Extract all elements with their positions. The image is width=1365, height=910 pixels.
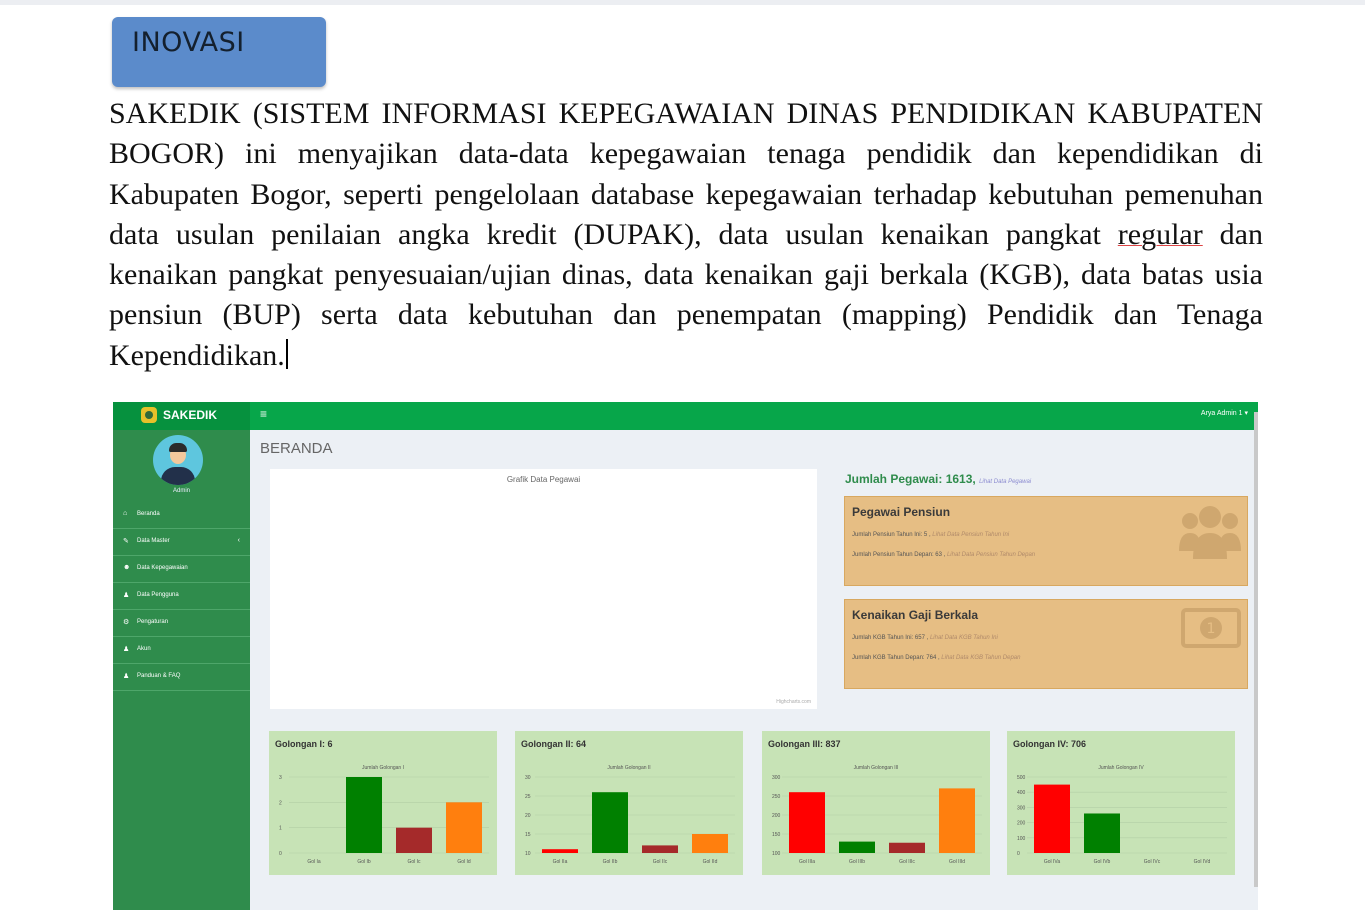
bar-gol-ivb[interactable] — [1084, 813, 1120, 853]
bar-gol-iib[interactable] — [592, 792, 628, 853]
scrollbar[interactable] — [1254, 412, 1258, 887]
logo-icon — [141, 407, 157, 423]
brand-name: SAKEDIK — [163, 408, 218, 422]
chart-subtitle: Jumlah Golongan III — [853, 765, 899, 771]
guide-icon: ♟ — [123, 673, 130, 680]
sidebar-item-panduan-faq[interactable] — [113, 664, 250, 691]
y-tick-label: 0 — [1017, 851, 1020, 857]
bar-gol-iid[interactable] — [692, 834, 728, 853]
y-tick-label: 100 — [772, 851, 781, 857]
y-tick-label: 200 — [1017, 820, 1026, 827]
sidebar-item-label: Data Pengguna — [137, 592, 179, 598]
user-menu[interactable]: Arya Admin 1 ▾ — [1200, 410, 1248, 417]
sidebar-item-label: Data Kepegawaian — [137, 565, 188, 571]
bar-gol-iiid[interactable] — [939, 788, 975, 853]
user-icon: ♟ — [123, 592, 130, 599]
total-employees-label: Jumlah Pegawai: 1613, — [845, 472, 976, 486]
y-tick-label: 1 — [279, 825, 282, 832]
y-tick-label: 250 — [772, 794, 781, 800]
y-tick-label: 25 — [525, 794, 531, 800]
x-tick-label: Gol IIIa — [798, 859, 816, 865]
bar-gol-id[interactable] — [446, 802, 482, 853]
users-icon: ☻ — [123, 564, 131, 571]
chart-credit[interactable]: Highcharts.com — [776, 699, 811, 705]
x-tick-label: Gol IVd — [1193, 859, 1211, 865]
paragraph-text-after: dan kenaikan pangkat penyesuaian/ujian dinas, data kenaikan gaji berkala (KGB), data batas usia pensiun (BUP) serta data kebutuhan dan penempatan (mapping) Pendidik dan Tenaga Kependidikan. — [109, 217, 1263, 372]
y-tick-label: 100 — [1017, 835, 1026, 842]
retirement-box — [844, 496, 1248, 586]
x-tick-label: Gol IIb — [602, 859, 618, 865]
chart-subtitle: Jumlah Golongan II — [607, 765, 651, 771]
y-tick-label: 200 — [772, 813, 781, 819]
chart-title: Golongan III: 837 — [768, 739, 841, 749]
sidebar-item-data-pengguna[interactable] — [113, 583, 250, 610]
bar-gol-ib[interactable] — [346, 777, 382, 853]
chevron-left-icon: ‹ — [237, 537, 240, 544]
paragraph-underlined-word: regular — [1117, 217, 1203, 251]
retirement-title: Pegawai Pensiun — [852, 505, 951, 519]
bar-chart — [1007, 731, 1235, 875]
bar-gol-iva[interactable] — [1034, 785, 1070, 853]
avatar-label: Admin — [172, 488, 190, 494]
bar-gol-iia[interactable] — [542, 849, 578, 853]
chart-title: Golongan IV: 706 — [1013, 739, 1087, 749]
chart-title: Golongan I: 6 — [275, 739, 333, 749]
sidebar-item-data-kepegawaian[interactable] — [113, 556, 250, 583]
golongan-chart-1 — [269, 731, 497, 875]
x-tick-label: Gol IVc — [1143, 859, 1161, 865]
description-paragraph — [109, 94, 1263, 376]
total-employees — [845, 472, 1031, 486]
golongan-chart-2 — [515, 731, 743, 875]
retirement-row-this-year: Jumlah Pensiun Tahun Ini: 5 , Lihat Data Pensiun Tahun Ini — [852, 532, 1010, 538]
avatar — [153, 435, 203, 485]
sidebar — [113, 402, 250, 910]
x-tick-label: Gol IVa — [1043, 859, 1061, 865]
inovasi-badge — [112, 17, 326, 87]
svg-text:1: 1 — [1206, 621, 1216, 637]
sidebar-item-akun[interactable] — [113, 637, 250, 664]
y-tick-label: 2 — [279, 800, 282, 807]
y-tick-label: 300 — [1017, 805, 1026, 812]
chart-title: Grafik Data Pegawai — [506, 475, 581, 484]
kgb-row-next-year: Jumlah KGB Tahun Depan: 764 , Lihat Data KGB Tahun Depan — [852, 655, 1021, 661]
sidebar-item-label: Akun — [137, 646, 151, 652]
y-tick-label: 0 — [279, 851, 282, 857]
sidebar-item-label: Beranda — [137, 511, 160, 517]
home-icon: ⌂ — [123, 510, 128, 517]
top-border — [0, 0, 1365, 5]
bar-gol-ic[interactable] — [396, 828, 432, 853]
x-tick-label: Gol IIId — [948, 859, 966, 865]
sidebar-item-beranda[interactable] — [113, 502, 250, 529]
menu-toggle-icon[interactable]: ≡ — [260, 407, 268, 421]
x-tick-label: Gol Id — [457, 859, 471, 865]
sidebar-item-label: Panduan & FAQ — [137, 673, 181, 679]
y-tick-label: 20 — [525, 813, 531, 819]
gear-icon: ⚙ — [123, 619, 130, 626]
y-tick-label: 3 — [279, 775, 282, 781]
money-icon — [1181, 606, 1241, 660]
sidebar-item-label: Data Master — [137, 538, 170, 544]
y-tick-label: 15 — [525, 832, 531, 838]
kgb-next-year-link[interactable]: Lihat Data KGB Tahun Depan — [941, 655, 1021, 661]
account-icon: ♟ — [123, 646, 130, 653]
x-tick-label: Gol Ic — [407, 859, 421, 865]
paragraph-text-before: SAKEDIK (SISTEM INFORMASI KEPEGAWAIAN DINAS PENDIDIKAN KABUPATEN BOGOR) ini menyajikan data-data kepegawaian tenaga pendidik dan kependidikan di Kabupaten Bogor, seperti pengelolaan database kepegawaian terhadap kebutuhan pemenuhan data usulan penilaian angka kredit (DUPAK), data usulan kenaikan pangkat — [109, 97, 1263, 251]
x-tick-label: Gol IIIc — [899, 859, 915, 865]
x-tick-label: Gol IIa — [552, 859, 568, 865]
bar-gol-iiia[interactable] — [789, 792, 825, 853]
sidebar-item-data-master[interactable] — [113, 529, 250, 556]
chart-title: Golongan II: 64 — [521, 739, 587, 749]
sidebar-item-pengaturan[interactable] — [113, 610, 250, 637]
golongan-chart-4 — [1007, 731, 1235, 875]
text-cursor — [286, 339, 288, 369]
x-tick-label: Gol Ib — [357, 859, 371, 865]
employee-chart-panel — [270, 469, 817, 709]
sidebar-item-label: Pengaturan — [137, 619, 169, 625]
y-tick-label: 500 — [1017, 775, 1026, 781]
kgb-row-this-year: Jumlah KGB Tahun Ini: 657 , Lihat Data KGB Tahun Ini — [852, 635, 998, 641]
chart-subtitle: Jumlah Golongan I — [362, 765, 404, 771]
x-tick-label: Gol IId — [702, 859, 718, 865]
bar-gol-iiib[interactable] — [839, 842, 875, 853]
y-tick-label: 30 — [525, 775, 531, 781]
retirement-row-next-year: Jumlah Pensiun Tahun Depan: 63 , Lihat Data Pensiun Tahun Depan — [852, 552, 1036, 558]
badge-label: INOVASI — [132, 27, 245, 58]
bar-chart — [269, 731, 497, 875]
chart-subtitle: Jumlah Golongan IV — [1098, 765, 1144, 771]
bar-chart — [515, 731, 743, 875]
page-title: BERANDA — [260, 440, 333, 457]
salary-increase-box — [844, 599, 1248, 689]
brand-bar[interactable] — [113, 402, 250, 430]
y-tick-label: 10 — [525, 851, 531, 857]
users-icon — [1179, 503, 1241, 571]
x-tick-label: Gol IVb — [1093, 859, 1111, 865]
top-navbar — [250, 402, 1258, 430]
x-tick-label: Gol IIc — [652, 859, 668, 865]
golongan-chart-3 — [762, 731, 990, 875]
x-tick-label: Gol IIIb — [848, 859, 866, 865]
kgb-this-year-link[interactable]: Lihat Data KGB Tahun Ini — [929, 635, 998, 641]
view-employees-link[interactable]: Lihat Data Pegawai — [979, 479, 1032, 485]
salary-increase-title: Kenaikan Gaji Berkala — [852, 608, 979, 622]
y-tick-label: 400 — [1017, 790, 1026, 797]
edit-icon: ✎ — [123, 538, 129, 545]
bar-gol-iiic[interactable] — [889, 843, 925, 853]
retirement-next-year-link[interactable]: Lihat Data Pensiun Tahun Depan — [946, 552, 1036, 558]
app-screenshot — [113, 402, 1258, 910]
x-tick-label: Gol Ia — [307, 859, 321, 865]
y-tick-label: 150 — [772, 832, 781, 838]
bar-gol-iic[interactable] — [642, 845, 678, 853]
retirement-this-year-link[interactable]: Lihat Data Pensiun Tahun Ini — [932, 532, 1010, 538]
bar-chart — [762, 731, 990, 875]
y-tick-label: 300 — [772, 775, 781, 781]
